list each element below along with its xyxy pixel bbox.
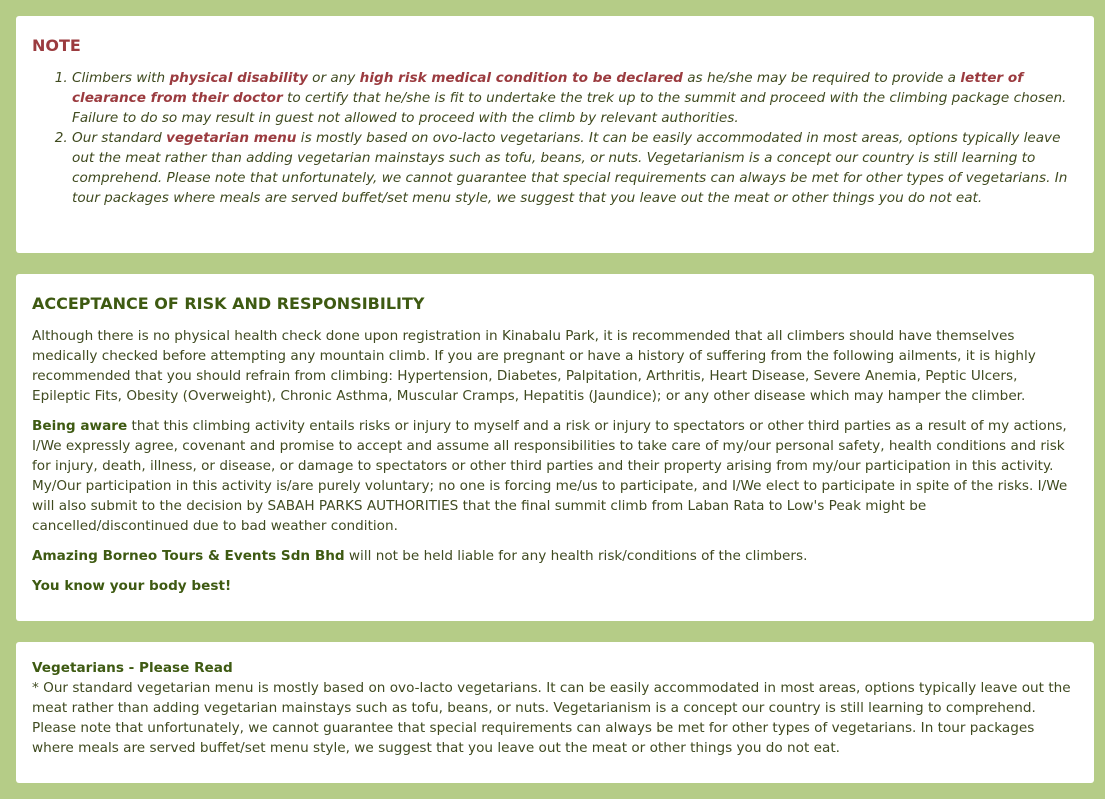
note-highlight-vegetarian-menu: vegetarian menu	[166, 130, 297, 146]
note-highlight-physical-disability: physical disability	[169, 70, 308, 86]
vegetarian-text: * Our standard vegetarian menu is mostly based on ovo-lacto vegetarians. It can be easily accommodated in most areas, options typically leave out the meat rather than adding vegetarian mainstays such as tofu, beans, or nuts. Vegetarianism is a concept our country is still learning to comprehend. Please note that unfortunately, we cannot guarantee that special requirements can always be met for other types of vegetarians. In tour packages where meals are served buffet/set menu style, we suggest that you leave out the meat or other things you do not eat.	[32, 680, 1071, 756]
note-card	[16, 16, 1094, 253]
note-item-text: or any	[307, 70, 360, 86]
note-highlight-letter-of-clearance: letter of clearance from their doctor	[72, 70, 1024, 106]
risk-bold-company-name: Amazing Borneo Tours & Events Sdn Bhd	[32, 548, 345, 564]
note-item-disability	[72, 68, 1078, 128]
note-highlight-medical-condition: high risk medical condition to be declared	[359, 70, 683, 86]
note-item-vegetarian	[72, 128, 1078, 208]
risk-paragraph-liability	[32, 546, 1078, 566]
risk-bold-being-aware: Being aware	[32, 418, 128, 434]
note-list	[32, 68, 1078, 208]
risk-card	[16, 274, 1094, 621]
note-item-text: is mostly based on ovo-lacto vegetarians. It can be easily accommodated in most areas, options typically leave out the meat rather than adding vegetarian mainstays such as tofu, beans, or nuts. Vegetarianism is a concept our country is still learning to comprehend. Please note that unfortunately, we cannot guarantee that special requirements can always be met for other types of vegetarians. In tour packages where meals are served buffet/set menu style, we suggest that you leave out the meat or other things you do not eat.	[72, 130, 1068, 206]
note-item-text: Climbers with	[72, 70, 170, 86]
risk-paragraph-health-check: Although there is no physical health check done upon registration in Kinabalu Park, it is recommended that all climbers should have themselves medically checked before attempting any mountain climb. If you are pregnant or have a history of suffering from the following ailments, it is highly recommended that you should refrain from climbing: Hypertension, Diabetes, Palpitation, Arthritis, Heart Disease, Severe Anemia, Peptic Ulcers, Epileptic Fits, Obesity (Overweight), Chronic Asthma, Muscular Cramps, Hepatitis (Jaundice); or any other disease which may hamper the climber.	[32, 328, 1036, 404]
risk-title: ACCEPTANCE OF RISK AND RESPONSIBILITY	[32, 294, 425, 313]
risk-paragraph-text: that this climbing activity entails risks or injury to myself and a risk or injury to spectators or other third parties as a result of my actions, I/We expressly agree, covenant and promise to accept and assume all responsibilities to take care of my/our personal safety, health conditions and risk for injury, death, illness, or disease, or damage to spectators or other third parties and their property arising from my/our participation in this activity. My/Our participation in this activity is/are purely voluntary; no one is forcing me/us to participate, and I/We elect to participate in spite of the risks. I/We will also submit to the decision by SABAH PARKS AUTHORITIES that the final summit climb from Laban Rata to Low's Peak might be cancelled/discontinued due to bad weather condition.	[32, 418, 1068, 534]
note-title: NOTE	[32, 36, 81, 55]
risk-paragraph-know-your-body	[32, 576, 1078, 596]
vegetarian-card	[16, 642, 1094, 783]
note-item-text: Our standard	[72, 130, 167, 146]
risk-paragraph-being-aware	[32, 416, 1078, 536]
note-item-text: as he/she may be required to provide a	[682, 70, 961, 86]
note-item-text: to certify that he/she is fit to undertake the trek up to the summit and proceed with the climbing package chosen. Failure to do so may result in guest not allowed to proceed with the climb by relevant authorities.	[72, 90, 1067, 126]
risk-body	[32, 326, 1078, 606]
vegetarian-title: Vegetarians - Please Read	[32, 660, 233, 676]
risk-paragraph-text: will not be held liable for any health risk/conditions of the climbers.	[344, 548, 808, 564]
vegetarian-body	[32, 658, 1078, 758]
risk-bold-know-your-body: You know your body best!	[32, 578, 232, 594]
